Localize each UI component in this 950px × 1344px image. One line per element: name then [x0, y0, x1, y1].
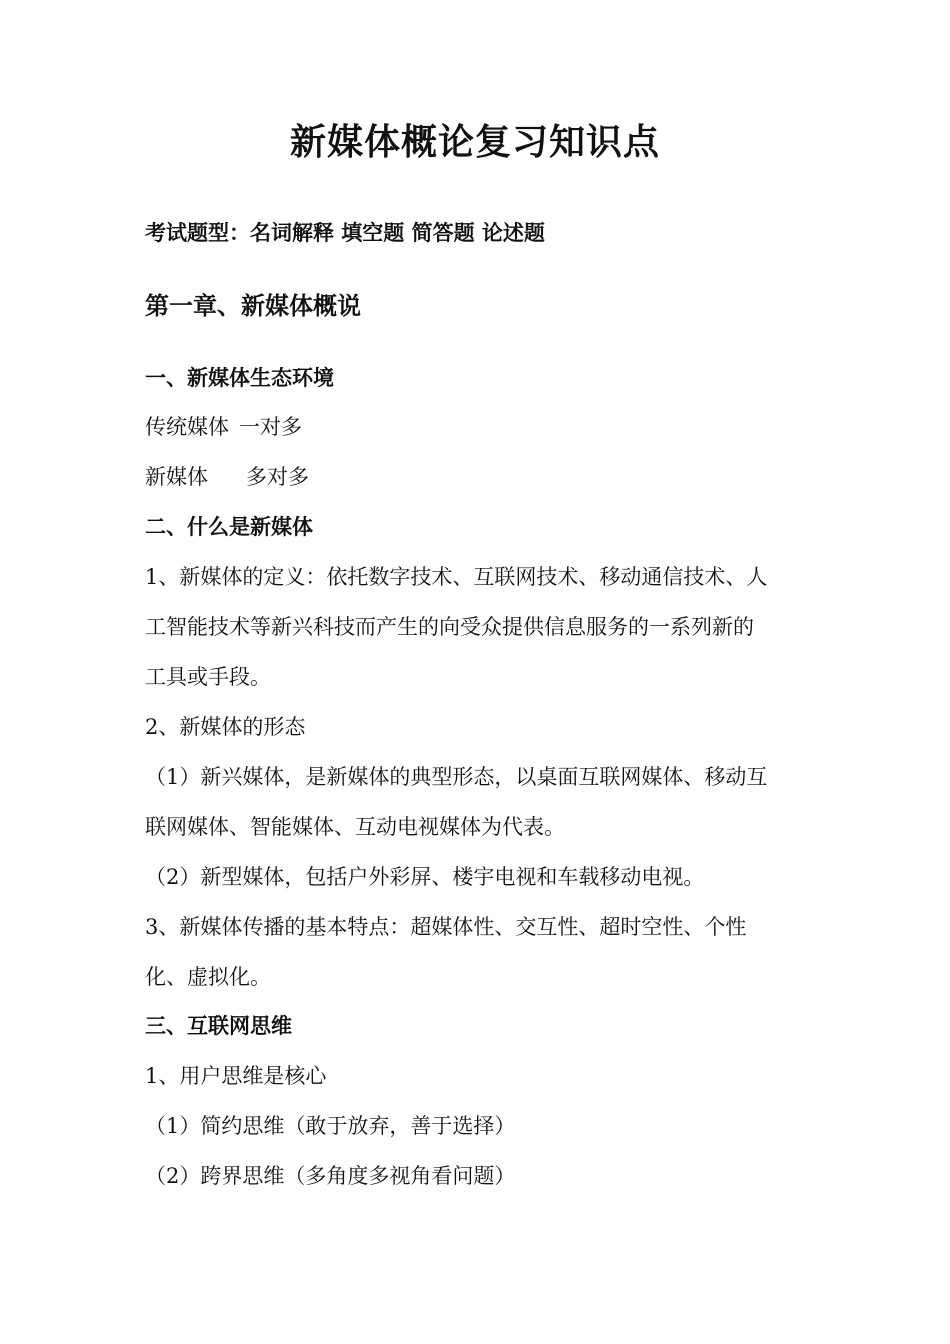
section-heading-what-is: 二、什么是新媒体: [145, 514, 313, 539]
new-media-label: 新媒体: [145, 465, 208, 489]
user-thinking-line: 1、用户思维是核心: [145, 1064, 327, 1088]
chapter-heading: 第一章、新媒体概说: [145, 291, 361, 320]
new-media-line: [145, 461, 810, 493]
new-media-value: 多对多: [246, 465, 309, 489]
forms-heading: 2、新媒体的形态: [145, 715, 306, 739]
features-line-1: 3、新媒体传播的基本特点：超媒体性、交互性、超时空性、个性: [145, 915, 747, 939]
section-heading-ecosystem: 一、新媒体生态环境: [145, 365, 334, 390]
traditional-media-line: [145, 411, 810, 443]
form-1-line-1: （1）新兴媒体，是新媒体的典型形态，以桌面互联网媒体、移动互: [145, 765, 768, 789]
definition-line-2: 工智能技术等新兴科技而产生的向受众提供信息服务的一系列新的: [145, 615, 754, 639]
simplicity-thinking-line: （1）简约思维（敢于放弃，善于选择）: [145, 1114, 516, 1138]
definition-line-1: 1、新媒体的定义：依托数字技术、互联网技术、移动通信技术、人: [145, 565, 768, 589]
features-line-2: 化、虚拟化。: [145, 965, 271, 989]
form-1-line-2: 联网媒体、智能媒体、互动电视媒体为代表。: [145, 815, 565, 839]
traditional-media-label: 传统媒体: [145, 415, 229, 439]
exam-types-line: 考试题型：名词解释 填空题 简答题 论述题: [145, 220, 545, 245]
definition-line-3: 工具或手段。: [145, 665, 271, 689]
traditional-media-value: 一对多: [239, 415, 302, 439]
cross-border-thinking-line: （2）跨界思维（多角度多视角看问题）: [145, 1164, 516, 1188]
section-heading-internet-thinking: 三、互联网思维: [145, 1013, 292, 1038]
document-title: 新媒体概论复习知识点: [289, 121, 660, 163]
form-2-line: （2）新型媒体，包括户外彩屏、楼宇电视和车载移动电视。: [145, 865, 705, 889]
